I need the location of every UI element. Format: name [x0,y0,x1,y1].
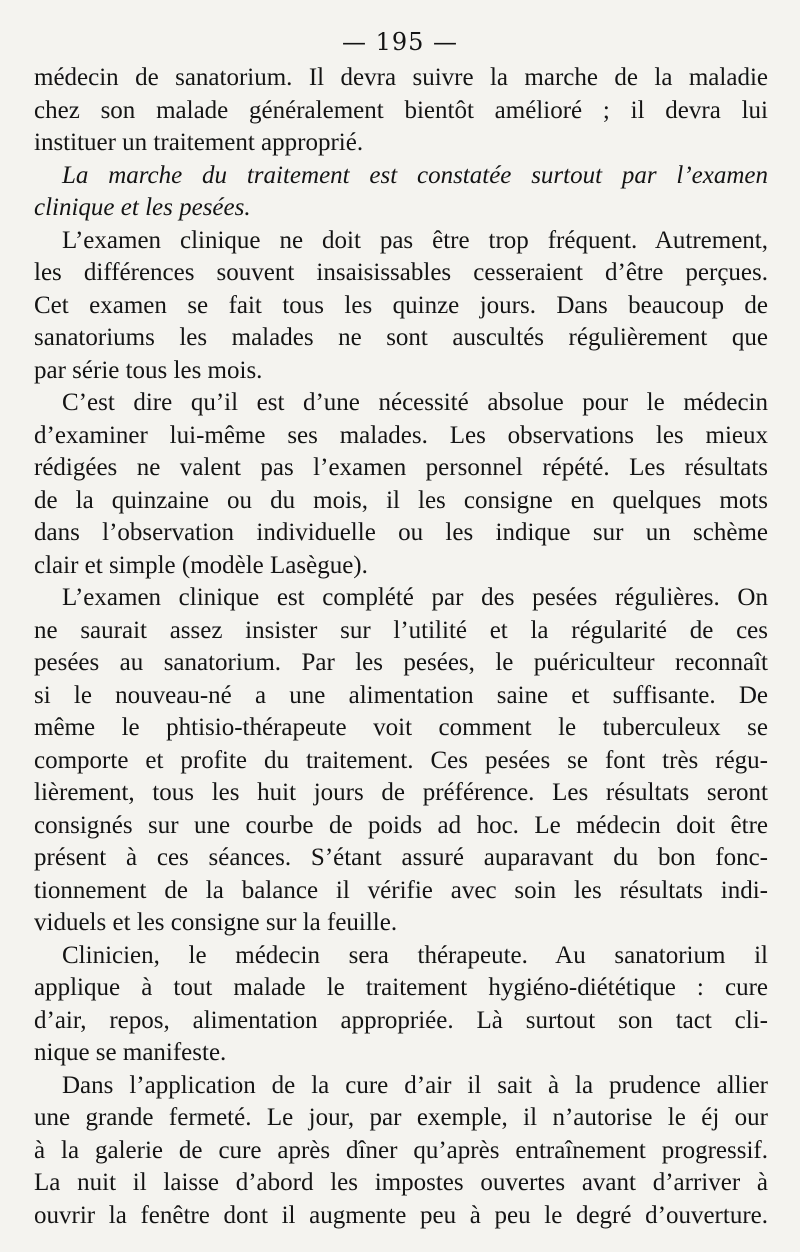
paragraph [34,582,768,940]
text-line: La marche du traitement est constatée surtout par l’examen [62,161,768,189]
text-line: ouvrir la fenêtre dont il augmente peu à peu le degré d’ouverture. [34,1201,768,1229]
text-line: clinique et les pesées. [34,194,251,221]
text-line: Cet examen se fait tous les quinze jours. Dans beaucoup de [34,291,768,319]
text-line: La nuit il laisse d’abord les impostes ouvertes avant d’arriver à [34,1169,768,1196]
text-line: d’air, repos, alimentation appropriée. Là surtout son tact cli- [34,1006,768,1034]
paragraph [34,940,768,1070]
text-line: consignés sur une courbe de poids ad hoc. Le médecin doit être [34,811,768,839]
paragraph [34,225,768,388]
text-line: nique se manifeste. [34,1039,227,1066]
body-text [34,62,768,1232]
text-line: les différences souvent insaisissables cesseraient d’être perçues. [34,259,768,286]
text-line: clair et simple (modèle Lasègue). [34,551,368,579]
paragraph [34,62,768,160]
text-line: même le phtisio-thérapeute voit comment le tuberculeux se [34,714,768,741]
text-line: par série tous les mois. [34,356,263,384]
page-number: — 195 — [341,28,459,56]
paragraph [34,387,768,582]
text-line: instituer un traitement approprié. [34,129,364,156]
text-line: de la quinzaine ou du mois, il les consigne en quelques mots [34,486,768,514]
text-line: une grande fermeté. Le jour, par exemple, il n’autorise le éj our [34,1104,768,1131]
text-line: si le nouveau-né a une alimentation saine et suffisante. De [34,681,768,709]
text-line: chez son malade généralement bientôt amélioré ; il devra lui [34,96,768,124]
text-line: médecin de sanatorium. Il devra suivre la marche de la maladie [34,64,768,91]
text-line: sanatoriums les malades ne sont auscultés régulièrement que [34,324,768,351]
text-line: dans l’observation individuelle ou les indique sur un schème [34,519,768,546]
text-line: lièrement, tous les huit jours de préférence. Les résultats seront [34,779,768,806]
text-line: présent à ces séances. S’étant assuré auparavant du bon fonc- [34,844,768,871]
paragraph [34,1070,768,1233]
text-line: rédigées ne valent pas l’examen personnel répété. Les résultats [34,454,768,481]
text-line: ne saurait assez insister sur l’utilité et la régularité de ces [34,616,768,644]
text-line: d’examiner lui-même ses malades. Les observations les mieux [34,421,768,449]
text-line: Dans l’application de la cure d’air il sait à la prudence allier [62,1071,768,1099]
paragraph [34,160,768,225]
text-line: Clinicien, le médecin sera thérapeute. Au sanatorium il [62,941,768,969]
text-line: viduels et les consigne sur la feuille. [34,909,398,936]
text-line: à la galerie de cure après dîner qu’après entraînement progressif. [34,1136,768,1164]
text-line: L’examen clinique est complété par des pesées régulières. On [62,584,768,611]
text-line: comporte et profite du traitement. Ces pesées se font très régu- [34,746,768,774]
text-line: applique à tout malade le traitement hygiéno-diététique : cure [34,974,768,1001]
text-line: pesées au sanatorium. Par les pesées, le puériculteur reconnaît [34,649,768,676]
text-line: L’examen clinique ne doit pas être trop fréquent. Autrement, [62,226,768,254]
text-line: tionnement de la balance il vérifie avec soin les résultats indi- [34,876,768,904]
text-line: C’est dire qu’il est d’une nécessité absolue pour le médecin [62,389,768,416]
